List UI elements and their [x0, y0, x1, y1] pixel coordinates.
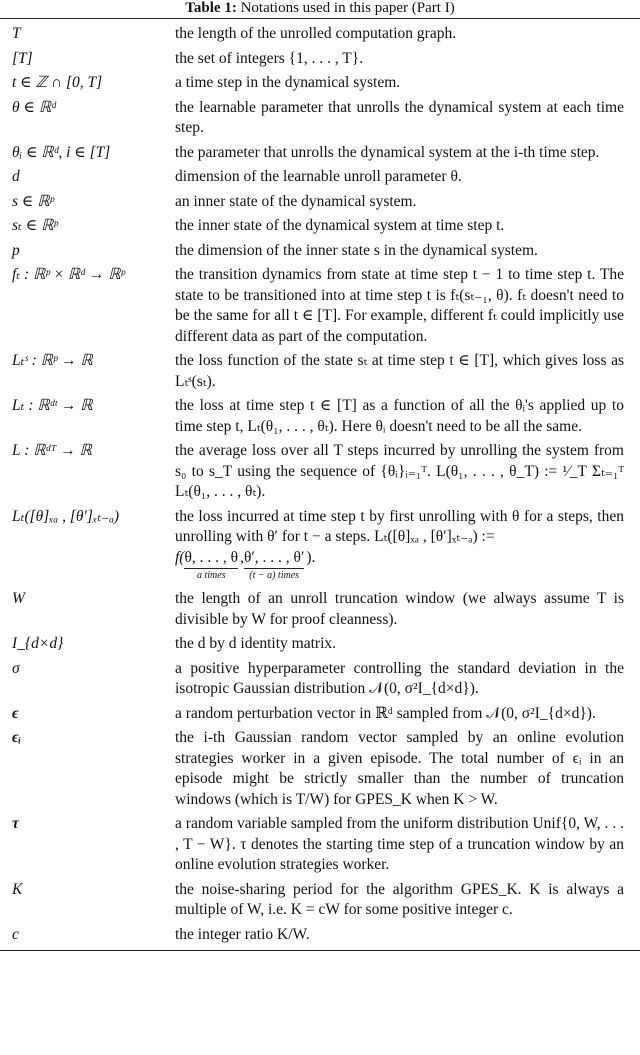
notation-description: a positive hyperparameter controlling the standard deviation in the isotropic Gaussian distribution 𝒩(0, σ²I_{d×d}).: [175, 659, 624, 697]
notation-symbol: Lₜ([θ]ₓₐ , [θ′]ₓₜ₋ₐ): [12, 507, 120, 525]
description-cell: [175, 73, 624, 94]
notation-symbol: p: [12, 241, 20, 259]
notation-description: the learnable parameter that unrolls the dynamical system at each time step.: [175, 98, 624, 136]
notation-description: the d by d identity matrix.: [175, 635, 337, 652]
notation-symbol: K: [12, 880, 23, 898]
notation-description: the noise-sharing period for the algorithm GPES_K. K is always a multiple of W, i.e. K = cW for some positive integer c.: [175, 880, 624, 918]
description-cell: [175, 351, 624, 392]
table-row: [0, 633, 640, 658]
description-cell: [175, 241, 624, 262]
notation-symbol: s ∈ ℝᵖ: [12, 192, 54, 210]
notation-description: the set of integers {1, . . . , T}.: [175, 49, 364, 67]
table-row: [0, 658, 640, 703]
table-row: [0, 166, 640, 191]
notation-description: the average loss over all T steps incurred by unrolling the system from s₀ to s_T using the sequence of {θᵢ}ᵢ₌₁ᵀ. L(θ₁, . . . , θ_T) := ¹⁄_T Σₜ₌₁ᵀ Lₜ(θ₁, . . . , θₜ).: [175, 442, 624, 500]
description-cell: [175, 925, 624, 946]
brace-label-t-minus-a: (t − a) times: [249, 569, 300, 581]
description-cell: [175, 49, 624, 70]
notation-description: the length of an unroll truncation window (we always assume T is divisible by W for proof cleanness).: [175, 590, 624, 628]
description-cell: [175, 634, 624, 655]
notation-description: a random perturbation vector in ℝᵈ sampled from 𝒩(0, σ²I_{d×d}).: [175, 704, 596, 722]
description-cell: [175, 728, 624, 810]
notation-symbol: τ: [12, 815, 19, 832]
notation-description: the length of the unrolled computation graph.: [175, 25, 457, 42]
notation-table: [0, 19, 640, 948]
table-row: [0, 142, 640, 167]
notation-description: the loss at time step t ∈ [T] as a function of all the θᵢ's applied up to time step t, Lₜ(θ₁, . . . , θₜ). Here θᵢ doesn't need to be all the same.: [175, 397, 624, 435]
underbrace-formula: [175, 548, 624, 586]
description-cell: [175, 143, 624, 164]
notation-symbol: I_{d×d}: [12, 635, 64, 652]
description-cell: [175, 167, 624, 188]
notation-description: the integer ratio K/W.: [175, 925, 310, 943]
table-row: [0, 879, 640, 924]
table-row: [0, 703, 640, 728]
table-row: [0, 97, 640, 142]
description-cell: [175, 589, 624, 630]
description-cell: [175, 265, 624, 347]
table-row: [0, 240, 640, 265]
notation-symbol: c: [12, 925, 19, 943]
notation-description: a random variable sampled from the uniform distribution Unif{0, W, . . . , T − W}. τ denotes the starting time step of a truncation window by an online evolution strategies worker.: [175, 815, 624, 873]
brace-label-a: a times: [196, 569, 226, 581]
notation-description: the loss incurred at time step t by first unrolling with θ for a steps, then unrolling with θ′ for t − a steps. Lₜ([θ]ₓₐ , [θ′]ₓₜ₋ₐ) :=: [175, 507, 624, 545]
notation-symbol: L : ℝᵈᵀ → ℝ: [12, 442, 92, 459]
description-cell: [175, 396, 624, 437]
description-cell: [175, 441, 624, 503]
formula-group-a: θ, . . . , θ: [184, 548, 239, 566]
formula-group-t-minus-a-wrap: [243, 548, 305, 581]
table-row: [0, 813, 640, 879]
notation-symbol: sₜ ∈ ℝᵖ: [12, 217, 58, 234]
notation-symbol: θ ∈ ℝᵈ: [12, 98, 56, 116]
notation-symbol: t ∈ ℤ ∩ [0, T]: [12, 74, 103, 91]
bottom-rule: [0, 950, 640, 951]
notation-symbol: ϵᵢ: [12, 729, 22, 746]
notation-description: an inner state of the dynamical system.: [175, 192, 417, 210]
formula-prefix: f(: [175, 548, 185, 566]
table-row: [0, 395, 640, 440]
notation-description: the parameter that unrolls the dynamical system at the i-th time step.: [175, 143, 600, 161]
description-cell: [175, 24, 624, 45]
notation-symbol: ϵ: [12, 704, 19, 722]
table-row: [0, 72, 640, 97]
notation-description: the inner state of the dynamical system at time step t.: [175, 217, 505, 234]
table-row: [0, 727, 640, 813]
notation-symbol: fₜ : ℝᵖ × ℝᵈ → ℝᵖ: [12, 266, 125, 283]
table-row: [0, 506, 640, 589]
description-cell: [175, 216, 624, 237]
notation-symbol: θᵢ ∈ ℝᵈ, i ∈ [T]: [12, 143, 111, 161]
notation-description: the transition dynamics from state at time step t − 1 to time step t. The state to be transitioned into at time step t is fₜ(sₜ₋₁, θ). fₜ doesn't need to be the same for all t ∈ [T]. For example, different fₜ could implicitly use different data as part of the computation.: [175, 266, 624, 345]
table-row: [0, 48, 640, 73]
notation-description: dimension of the learnable unroll parameter θ.: [175, 168, 462, 185]
notation-symbol: σ: [12, 659, 20, 677]
table-row: [0, 264, 640, 350]
caption-label: Table 1:: [185, 0, 237, 16]
notation-symbol: T: [12, 25, 21, 42]
caption-text: Notations used in this paper (Part I): [240, 0, 455, 16]
formula-suffix: ).: [306, 548, 316, 566]
notation-symbol: W: [12, 590, 25, 607]
description-cell: [175, 192, 624, 213]
table-row: [0, 23, 640, 48]
description-cell: [175, 98, 624, 139]
notation-description: a time step in the dynamical system.: [175, 74, 401, 91]
formula-separator: ,: [240, 548, 244, 566]
notation-symbol: Lₜ : ℝᵈᵗ → ℝ: [12, 397, 93, 414]
notation-symbol: d: [12, 168, 20, 185]
table-row: [0, 588, 640, 633]
description-cell: [175, 659, 624, 700]
formula-group-t-minus-a: θ′, . . . , θ′: [243, 548, 305, 566]
table-row: [0, 191, 640, 216]
table-row: [0, 350, 640, 395]
table-caption: [0, 0, 640, 18]
table-row: [0, 924, 640, 949]
description-cell: [175, 507, 624, 586]
notation-symbol: [T]: [12, 49, 33, 67]
notation-description: the dimension of the inner state s in the dynamical system.: [175, 241, 538, 259]
description-cell: [175, 704, 624, 725]
notation-symbol: Lₜˢ : ℝᵖ → ℝ: [12, 352, 93, 369]
description-cell: [175, 814, 624, 876]
notation-description: the loss function of the state sₜ at time step t ∈ [T], which gives loss as Lₜˢ(sₜ).: [175, 352, 624, 390]
notation-description: the i-th Gaussian random vector sampled by an online evolution strategies worker in a given episode. The total number of ϵᵢ in an episode might be strictly smaller than the number of truncation windows (which is T/W) for GPES_K when K > W.: [175, 729, 624, 808]
table-row: [0, 215, 640, 240]
description-cell: [175, 880, 624, 921]
table-row: [0, 440, 640, 506]
formula-group-a-wrap: [184, 548, 239, 581]
